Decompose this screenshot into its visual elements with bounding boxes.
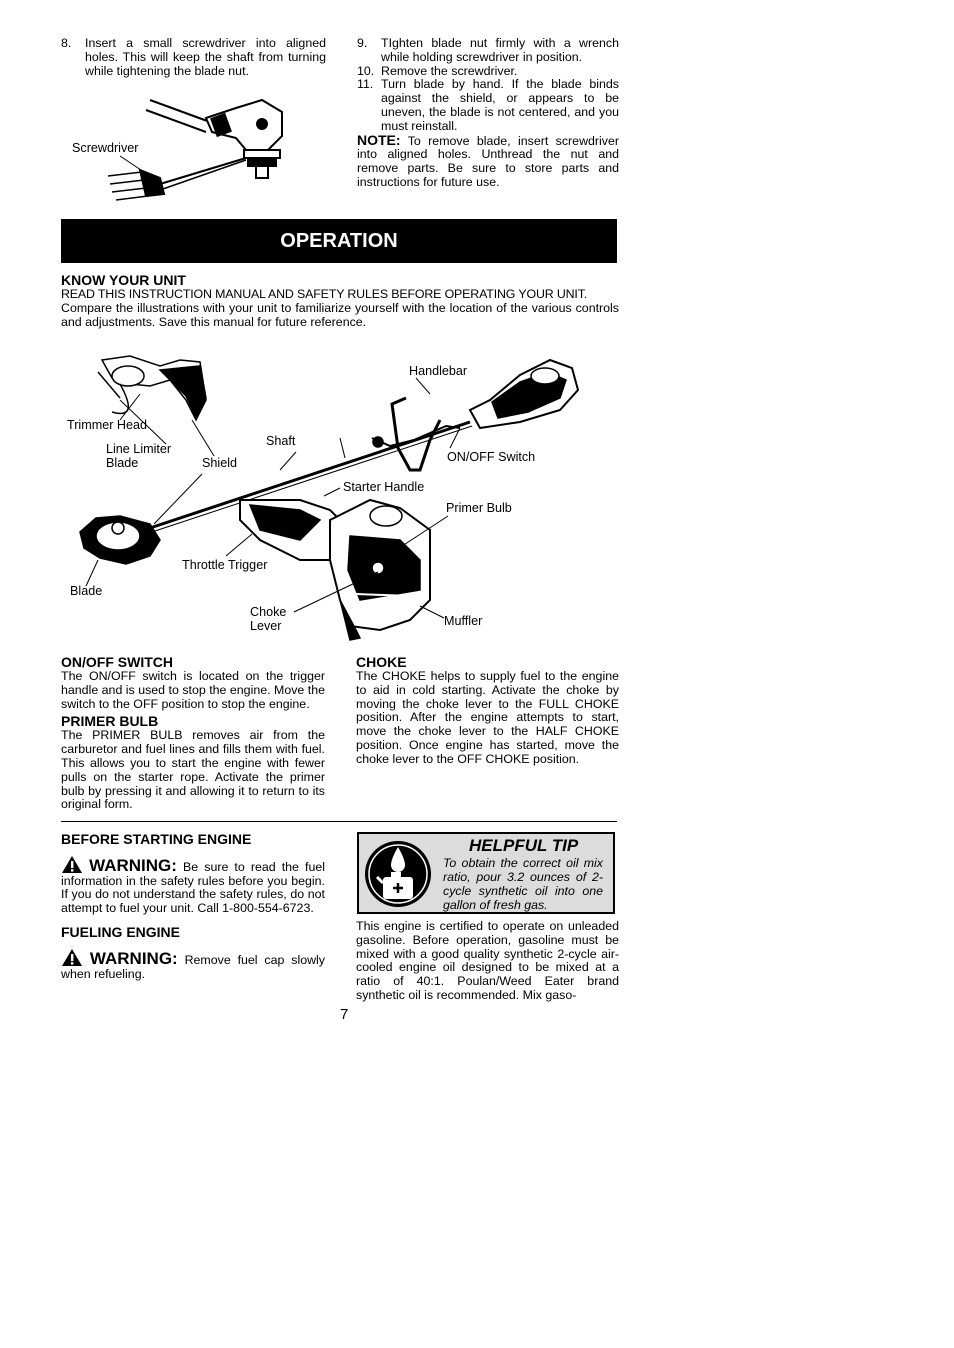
choke-section [356,654,619,767]
warning-block-1 [61,855,325,915]
label-primer-bulb: Primer Bulb [446,501,512,515]
before-starting-section [61,831,325,982]
screwdriver-label: Screwdriver [72,141,139,155]
step-number: 8. [61,36,72,50]
warning-label: WARNING: [89,949,178,969]
fuel-can-icon [363,839,433,909]
label-blade-small: Blade [106,456,139,470]
step-number: 9. [357,36,368,50]
know-your-unit-heading: KNOW YOUR UNIT [61,272,186,288]
label-shaft: Shaft [266,434,296,448]
note-text: To remove blade, insert screwdriver into aligned holes. Unthread the nut and remove parts. Be sure to store parts and instructions for future use. [357,133,620,189]
trimmer-diagram [0,0,954,660]
banner-title: OPERATION [280,229,398,252]
label-choke: Choke [250,605,287,619]
warning-text: Be sure to read the fuel information in the safety rules before you begin. If you do not understand the safety rules, do not attempt to fuel your unit. Call 1-800-554-6723. [61,860,326,915]
helpful-tip-text: To obtain the correct oil mix ratio, pour 3.2 ounces of 2-cycle synthetic oil into one gallon of fresh gas. [443,856,603,912]
on-off-text: The ON/OFF switch is located on the trigger handle and is used to stop the engine. Move the switch to the OFF position to stop the engine. [61,669,325,711]
label-starter-handle: Starter Handle [343,480,425,494]
engine-paragraph-section [356,920,619,1003]
engine-paragraph: This engine is certified to operate on unleaded gasoline. Before operation, gasoline must be mixed with a good quality synthetic 2-cycle air-cooled engine oil designed to be mixed at a ratio of 40:1. Poulan/Weed Eater brand synthetic oil is recommended. Mix gaso- [356,919,619,1002]
warning-triangle-icon [61,855,83,874]
label-throttle-trigger: Throttle Trigger [182,558,268,572]
label-handlebar: Handlebar [409,364,468,378]
helpful-tip-title: HELPFUL TIP [469,836,579,855]
page-number: 7 [340,1006,349,1023]
step-text: Turn blade by hand. If the blade binds against the shield, or appears to be uneven, the blade is not centered, and you must reinstall. [381,77,619,133]
on-off-heading: ON/OFF SWITCH [61,654,173,670]
step-number: 11. [357,77,374,92]
step-text: Insert a small screwdriver into aligned holes. This will keep the shaft from turning while tightening the blade nut. [85,36,326,78]
fueling-heading: FUELING ENGINE [61,924,181,941]
label-blade: Blade [70,584,103,598]
choke-heading: CHOKE [356,654,407,670]
step-number: 10. [357,63,375,78]
before-starting-heading: BEFORE STARTING ENGINE [61,831,252,847]
know-your-unit-line2: Compare the illustrations with your unit to familiarize yourself with the location of the various controls and adjustments. Save this manual for future reference. [61,300,619,329]
primer-bulb-heading: PRIMER BULB [61,713,159,730]
label-muffler: Muffler [444,614,483,628]
know-your-unit-line1: READ THIS INSTRUCTION MANUAL AND SAFETY RULES BEFORE OPERATING YOUR UNIT. [61,287,588,301]
primer-bulb-text: The PRIMER BULB removes air from the carburetor and fuel lines and fills them with fuel. This allows you to start the engine with fewer pulls on the starter rope. Activate the primer bulb by pressing it and allowing it to return to its original form. [61,728,325,812]
warning-triangle-icon [61,948,83,967]
choke-text: The CHOKE helps to supply fuel to the engine to aid in cold starting. Activate the choke by moving the choke lever to the FULL CHOKE position. After the engine attempts to start, move the choke lever to the HALF CHOKE position. Once engine has started, move the choke lever to the OFF CHOKE position. [356,669,619,766]
label-lever: Lever [250,619,282,633]
note-label: NOTE: [357,131,401,148]
label-on-off-switch: ON/OFF Switch [447,450,536,464]
warning-block-2 [61,948,325,981]
label-line-limiter: Line Limiter [106,442,172,456]
label-shield: Shield [202,456,238,470]
label-trimmer-head: Trimmer Head [67,418,148,432]
helpful-tip-box [357,832,615,914]
step-text: Remove the screwdriver. [381,63,518,78]
warning-text: Remove fuel cap slowly when refueling. [61,953,325,981]
section-divider [61,821,617,822]
on-off-primer-section [61,654,325,812]
step-text: TIghten blade nut firmly with a wrench while holding screwdriver in position. [381,36,619,64]
warning-label: WARNING: [89,856,177,875]
